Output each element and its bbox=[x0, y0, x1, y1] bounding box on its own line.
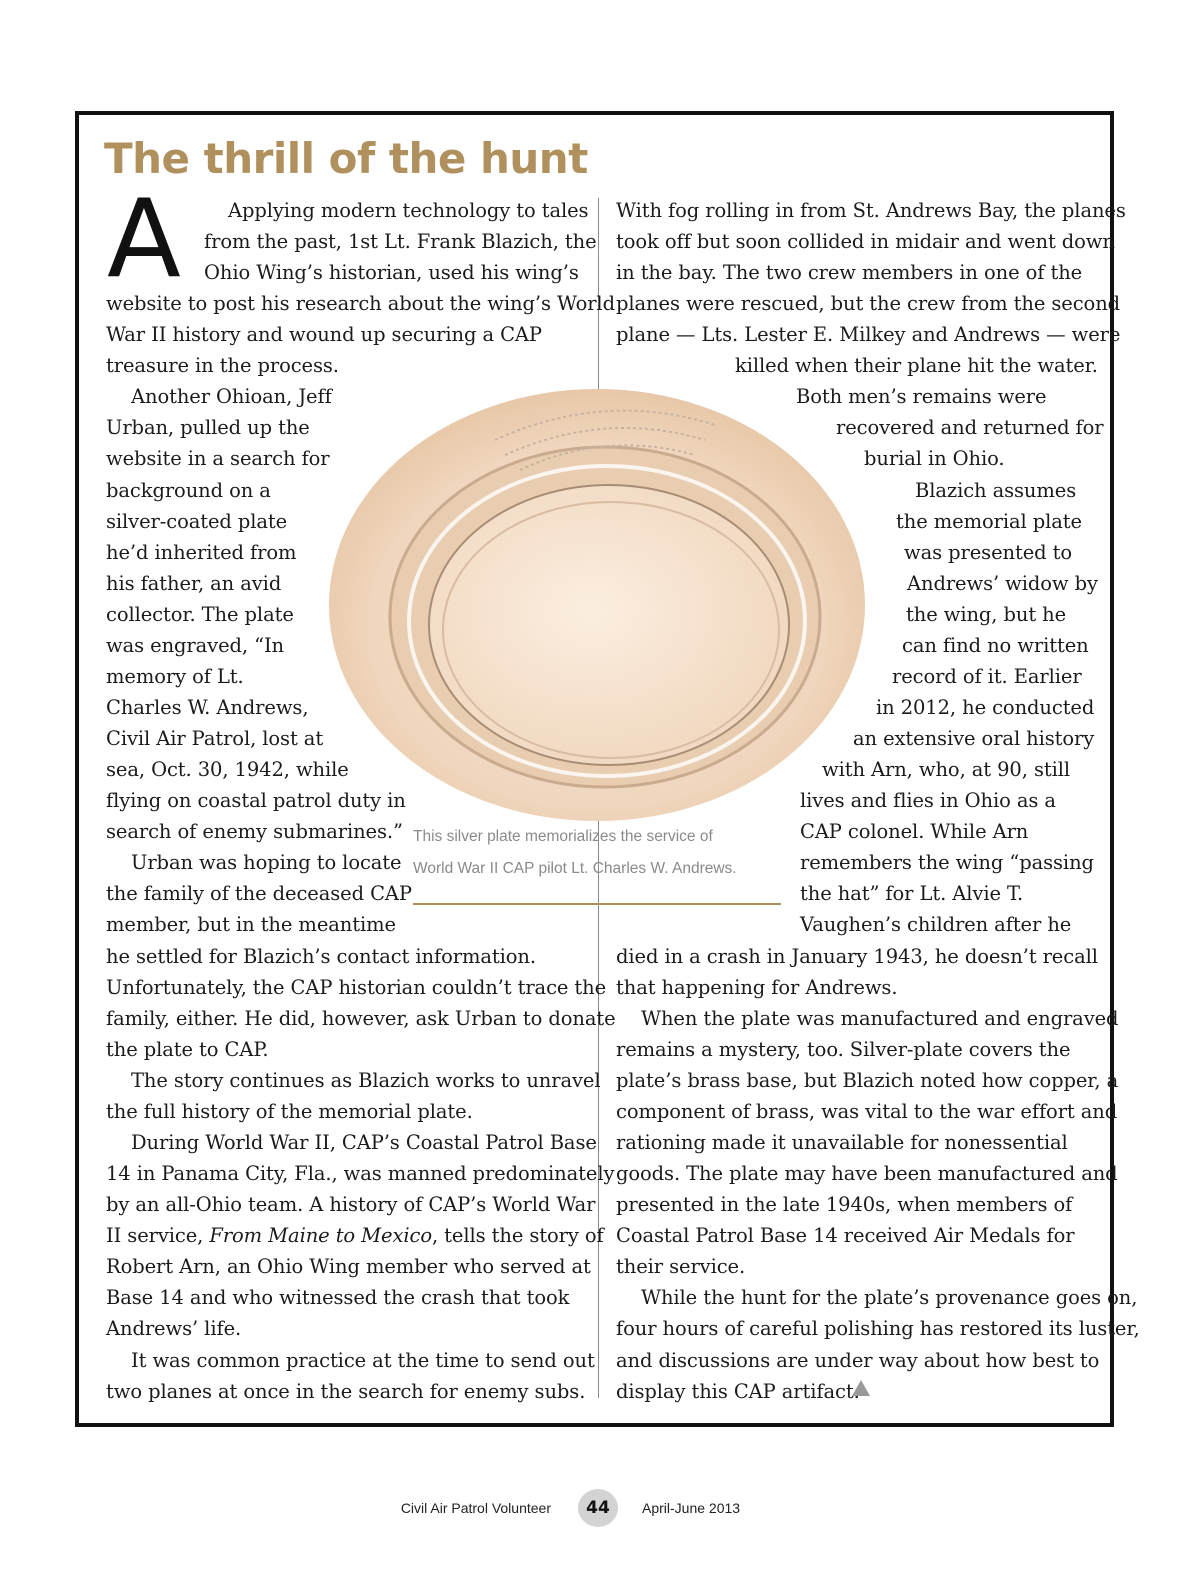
text-line: plate’s brass base, but Blazich noted how copper, a bbox=[616, 1069, 1119, 1092]
text-line: by an all-Ohio team. A history of CAP’s World War bbox=[106, 1193, 596, 1216]
text-line: collector. The plate bbox=[106, 603, 294, 626]
text-line: Ohio Wing’s historian, used his wing’s bbox=[204, 261, 579, 284]
drop-cap: A bbox=[107, 177, 181, 302]
text-line: took off but soon collided in midair and went down bbox=[616, 230, 1115, 253]
text-line: display this CAP artifact. bbox=[616, 1380, 860, 1403]
footer-publication: Civil Air Patrol Volunteer bbox=[400, 1500, 551, 1516]
text-line: he settled for Blazich’s contact information. bbox=[106, 945, 536, 968]
text-line: flying on coastal patrol duty in bbox=[106, 789, 406, 812]
text-line: remembers the wing “passing bbox=[800, 851, 1094, 874]
text-line: 14 in Panama City, Fla., was manned predominately bbox=[106, 1162, 615, 1185]
text-line: search of enemy submarines.” bbox=[106, 820, 403, 843]
text-line: Vaughen’s children after he bbox=[800, 913, 1072, 936]
text-line: presented in the late 1940s, when members of bbox=[616, 1193, 1073, 1216]
text-line: recovered and returned for bbox=[836, 416, 1104, 439]
text-line: Coastal Patrol Base 14 received Air Medals for bbox=[616, 1224, 1075, 1247]
text-line: Urban, pulled up the bbox=[106, 416, 310, 439]
text-line: background on a bbox=[106, 479, 271, 502]
text-line: Base 14 and who witnessed the crash that took bbox=[106, 1286, 570, 1309]
text-line: and discussions are under way about how best to bbox=[616, 1349, 1100, 1372]
photo-caption-line-1: This silver plate memorializes the service of bbox=[413, 828, 713, 845]
page-number: 44 bbox=[578, 1489, 618, 1527]
caption-rule bbox=[413, 903, 781, 905]
text-line: from the past, 1st Lt. Frank Blazich, the bbox=[204, 230, 597, 253]
article-title: The thrill of the hunt bbox=[104, 134, 588, 183]
text-line: sea, Oct. 30, 1942, while bbox=[106, 758, 349, 781]
text-line: goods. The plate may have been manufactured and bbox=[616, 1162, 1118, 1185]
text-line: the full history of the memorial plate. bbox=[106, 1100, 473, 1123]
text-line: he’d inherited from bbox=[106, 541, 297, 564]
text-line: website in a search for bbox=[106, 447, 330, 470]
text-line: Applying modern technology to tales bbox=[228, 199, 589, 222]
text-line: family, either. He did, however, ask Urban to donate bbox=[106, 1007, 616, 1030]
text-line: Unfortunately, the CAP historian couldn’t trace the bbox=[106, 976, 607, 999]
text-line: component of brass, was vital to the war effort and bbox=[616, 1100, 1118, 1123]
text-line: member, but in the meantime bbox=[106, 913, 396, 936]
text-line: the hat” for Lt. Alvie T. bbox=[800, 882, 1024, 905]
silver-plate-photo bbox=[325, 385, 870, 825]
text-line: with Arn, who, at 90, still bbox=[822, 758, 1070, 781]
text-line: silver-coated plate bbox=[106, 510, 288, 533]
text-line: in 2012, he conducted bbox=[876, 696, 1095, 719]
text-line: was engraved, “In bbox=[106, 634, 285, 657]
text-line: remains a mystery, too. Silver-plate covers the bbox=[616, 1038, 1071, 1061]
text-line: CAP colonel. While Arn bbox=[800, 820, 1029, 843]
text-line: plane — Lts. Lester E. Milkey and Andrews — were bbox=[616, 323, 1121, 346]
text-line: Blazich assumes bbox=[915, 479, 1077, 502]
text-line: memory of Lt. bbox=[106, 665, 244, 688]
text-line: rationing made it unavailable for nonessential bbox=[616, 1131, 1068, 1154]
text-line: It was common practice at the time to send out bbox=[131, 1349, 595, 1372]
text-line: treasure in the process. bbox=[106, 354, 339, 377]
text-line: an extensive oral history bbox=[853, 727, 1095, 750]
text-line: the wing, but he bbox=[906, 603, 1067, 626]
text-line: the family of the deceased CAP bbox=[106, 882, 412, 905]
text-fragment: , tells the story of bbox=[431, 1224, 604, 1247]
footer-issue: April-June 2013 bbox=[642, 1500, 741, 1516]
text-line: website to post his research about the wing’s World bbox=[106, 292, 615, 315]
text-line: War II history and wound up securing a CAP bbox=[106, 323, 542, 346]
text-line: his father, an avid bbox=[106, 572, 282, 595]
text-line: in the bay. The two crew members in one of the bbox=[616, 261, 1083, 284]
text-line: lives and flies in Ohio as a bbox=[800, 789, 1056, 812]
text-line: four hours of careful polishing has restored its luster, bbox=[616, 1317, 1140, 1340]
text-line: killed when their plane hit the water. bbox=[735, 354, 1098, 377]
text-fragment: II service, bbox=[106, 1224, 210, 1247]
text-line: Civil Air Patrol, lost at bbox=[106, 727, 324, 750]
text-line bbox=[106, 1220, 604, 1251]
text-line: died in a crash in January 1943, he doesn’t recall bbox=[616, 945, 1098, 968]
text-line: Another Ohioan, Jeff bbox=[131, 385, 332, 408]
text-line: Andrews’ life. bbox=[106, 1317, 242, 1340]
text-line: burial in Ohio. bbox=[864, 447, 1005, 470]
text-line: Andrews’ widow by bbox=[907, 572, 1098, 595]
text-line: two planes at once in the search for enemy subs. bbox=[106, 1380, 586, 1403]
text-line: While the hunt for the plate’s provenance goes on, bbox=[641, 1286, 1138, 1309]
text-line: Both men’s remains were bbox=[796, 385, 1047, 408]
text-line: the plate to CAP. bbox=[106, 1038, 269, 1061]
end-of-article-triangle-icon bbox=[852, 1380, 870, 1396]
text-line: Robert Arn, an Ohio Wing member who served at bbox=[106, 1255, 591, 1278]
text-line: the memorial plate bbox=[896, 510, 1082, 533]
text-line: their service. bbox=[616, 1255, 746, 1278]
text-line: Urban was hoping to locate bbox=[131, 851, 402, 874]
text-line: was presented to bbox=[904, 541, 1073, 564]
text-line: The story continues as Blazich works to unravel bbox=[131, 1069, 601, 1092]
text-line: Charles W. Andrews, bbox=[106, 696, 309, 719]
text-line: During World War II, CAP’s Coastal Patrol Base bbox=[131, 1131, 597, 1154]
text-line: record of it. Earlier bbox=[892, 665, 1082, 688]
text-line: When the plate was manufactured and engraved bbox=[641, 1007, 1119, 1030]
text-line: With fog rolling in from St. Andrews Bay, the planes bbox=[616, 199, 1126, 222]
photo-caption-line-2: World War II CAP pilot Lt. Charles W. Andrews. bbox=[413, 860, 737, 877]
text-line: can find no written bbox=[902, 634, 1089, 657]
book-title: From Maine to Mexico bbox=[209, 1224, 432, 1247]
text-line: planes were rescued, but the crew from the second bbox=[616, 292, 1121, 315]
text-line: that happening for Andrews. bbox=[616, 976, 898, 999]
